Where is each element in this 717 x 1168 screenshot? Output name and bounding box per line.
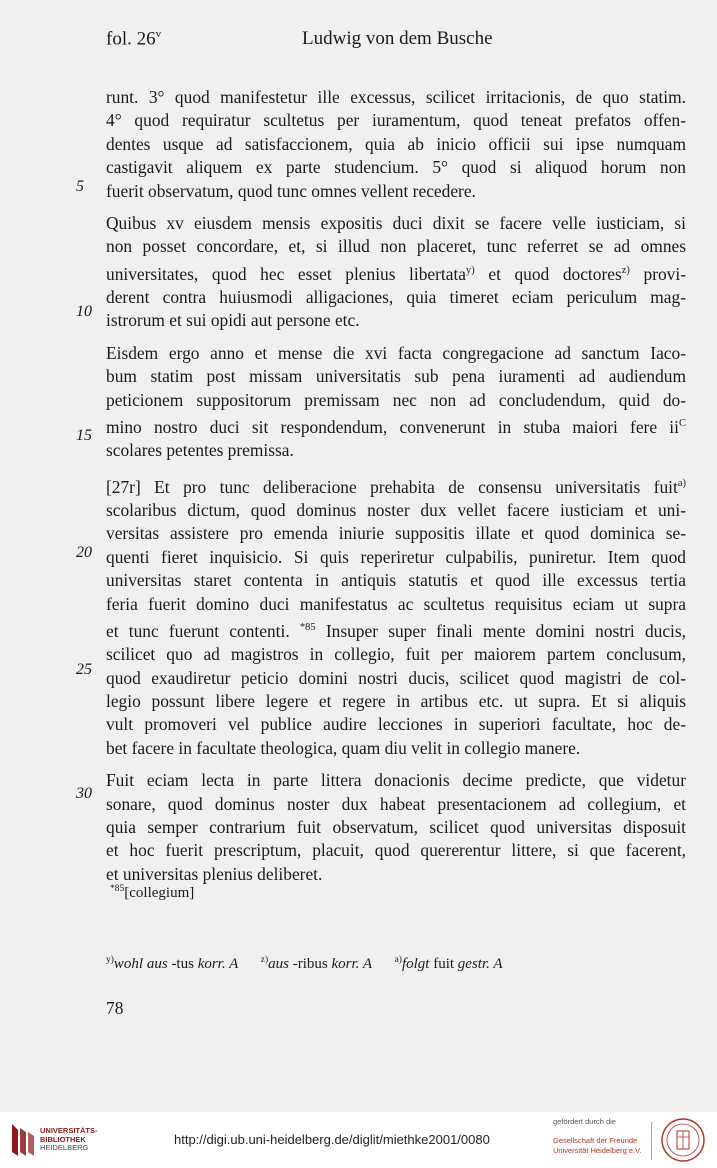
- text-line: quia semper contrarium fuit observatum, scilicet quod universitas disposuit: [106, 816, 686, 837]
- paragraph-2: [106, 212, 686, 333]
- line-number-5: 5: [76, 178, 84, 195]
- editorial-note: $^{*85}$[collegium]: [110, 884, 195, 901]
- text-line: et universitas plenius deliberet.: [106, 863, 323, 884]
- text-line: castigavit aliquem ex parte studencium. 5° quod si aliquod horum non: [106, 157, 686, 178]
- text-line: scilicet quo ad magistros in collegio, fuit per maiorem partem conclusum,: [106, 644, 686, 665]
- text-line: sonare, quod dominus noster dux habeat presentacionem ad collegium, et: [106, 793, 686, 814]
- text-line: versitas assistere pro emenda iniurie suppositis illate et quod dominica se-: [106, 523, 686, 544]
- running-title: Ludwig von dem Busche: [302, 28, 493, 49]
- library-logo-icon: [8, 1122, 36, 1163]
- line-number-15: 15: [76, 427, 92, 444]
- paragraph-1: [106, 86, 686, 203]
- text-line: peticionem suppositorum premissam nec non ad concludendum, quid do-: [106, 389, 686, 410]
- text-line: non posset concordare, et, si illud non placeret, tunc referret se ad omnes: [106, 236, 686, 257]
- footer-divider: [651, 1122, 652, 1160]
- paragraph-5: [106, 769, 686, 886]
- text-line: legio possunt libere legere et regere in artibus etc. ut supra. Et si aliquis: [106, 690, 686, 711]
- text-line: fuerit observatum, quod tunc omnes vellent recedere.: [106, 180, 476, 201]
- footer-bar: [0, 1112, 717, 1168]
- text-line: universitates, quod hec esset plenius libertata$^{y)}$ et quod doctores$^{z)}$ provi-: [106, 263, 686, 284]
- text-line: derent contra huiusmodi alligaciones, quia timeret eciam periculum mag-: [106, 287, 686, 308]
- text-line: runt. 3° quod manifestetur ille excessus, scilicet irritacionis, de quo statim.: [106, 87, 686, 107]
- text-line: dentes usque ad satisfaccionem, quia ab inicio officii sui ipse numquam: [106, 133, 686, 154]
- text-line: [27r] Et pro tunc deliberacione prehabita de consensu universitatis fuit$^{a)}$: [106, 476, 686, 497]
- text-line: feria fuerit domino duci manifestatus ac scultetus requisitus eciam ut supra: [106, 593, 686, 614]
- text-line: scolaribus dictum, quod dominus noster dux vellet facere iusticiam et uni-: [106, 499, 686, 520]
- line-number-30: 30: [76, 785, 92, 802]
- paragraph-4: [106, 472, 686, 760]
- text-line: mino nostro duci sit respondendum, convenerunt in stuba maiori fere ii$^C$: [106, 416, 686, 437]
- text-line: scolares petentes premissa.: [106, 440, 294, 461]
- text-line: quod exaudiretur peticio domini nostri ducis, scilicet quod magistri de col-: [106, 667, 686, 688]
- line-number-20: 20: [76, 544, 92, 561]
- paragraph-3: [106, 342, 686, 463]
- source-url-link[interactable]: http://digi.ub.uni-heidelberg.de/diglit/miethke2001/0080: [174, 1132, 490, 1147]
- text-line: Eisdem ergo anno et mense die xvi facta congregacione ad sanctum Iaco-: [106, 342, 686, 363]
- main-text: [106, 86, 686, 895]
- text-line: vult promoveri vel publice audire lecciones in superiori facultate, hoc de-: [106, 714, 686, 735]
- text-line: et hoc fuerit prescriptum, placuit, quod quererentur littere, si que facerent,: [106, 840, 686, 861]
- footnote-marker-85: *85: [299, 621, 316, 633]
- text-line: Quibus xv eiusdem mensis expositis duci dixit se facere velle iusticiam, si: [106, 213, 686, 234]
- folio-label: fol. 26$^v$: [106, 28, 162, 50]
- text-line: bet facere in facultate theologica, quam diu velit in collegio manere.: [106, 737, 581, 758]
- sponsor-text: gefördert durch die Gesellschaft der Freunde Universität Heidelberg e.V.: [553, 1117, 642, 1155]
- footnote-marker-c: C: [678, 418, 686, 430]
- text-line: istrorum et sui opidi aut persone etc.: [106, 310, 360, 331]
- text-line: quenti fieret inquisicio. Si quis reperiretur culpabilis, puniretur. Item quod: [106, 546, 686, 567]
- critical-apparatus: $^{y)}$wohl aus -tus korr. A $^{z)}$aus -ribus korr. A $^{a)}$folgt fuit gestr. A: [106, 955, 503, 972]
- library-name: UNIVERSITÄTS- BIBLIOTHEK HEIDELBERG: [40, 1126, 98, 1152]
- text-line: bum statim post missam universitatis sub pena iuramenti ad audiendum: [106, 366, 686, 387]
- page-number: 78: [106, 998, 124, 1018]
- text-line: universitas staret contenta in antiquis statutis et quod ille excessus tertia: [106, 570, 686, 591]
- footnote-marker-z: z): [621, 264, 630, 276]
- footnote-marker-a: a): [677, 477, 686, 489]
- university-seal-icon: [660, 1117, 706, 1168]
- page-header: [106, 28, 686, 58]
- text-line: 4° quod requiratur scultetus per iuramentum, quod teneat prefatos offen-: [106, 110, 686, 131]
- footnote-marker-y: y): [466, 264, 475, 276]
- text-line: Fuit eciam lecta in parte littera donacionis decime predicte, que videtur: [106, 770, 686, 791]
- text-line: et tunc fuerunt contenti. $^{*85}$ Insuper super finali mente domini nostri ducis,: [106, 620, 687, 641]
- line-number-25: 25: [76, 661, 92, 678]
- line-number-10: 10: [76, 303, 92, 320]
